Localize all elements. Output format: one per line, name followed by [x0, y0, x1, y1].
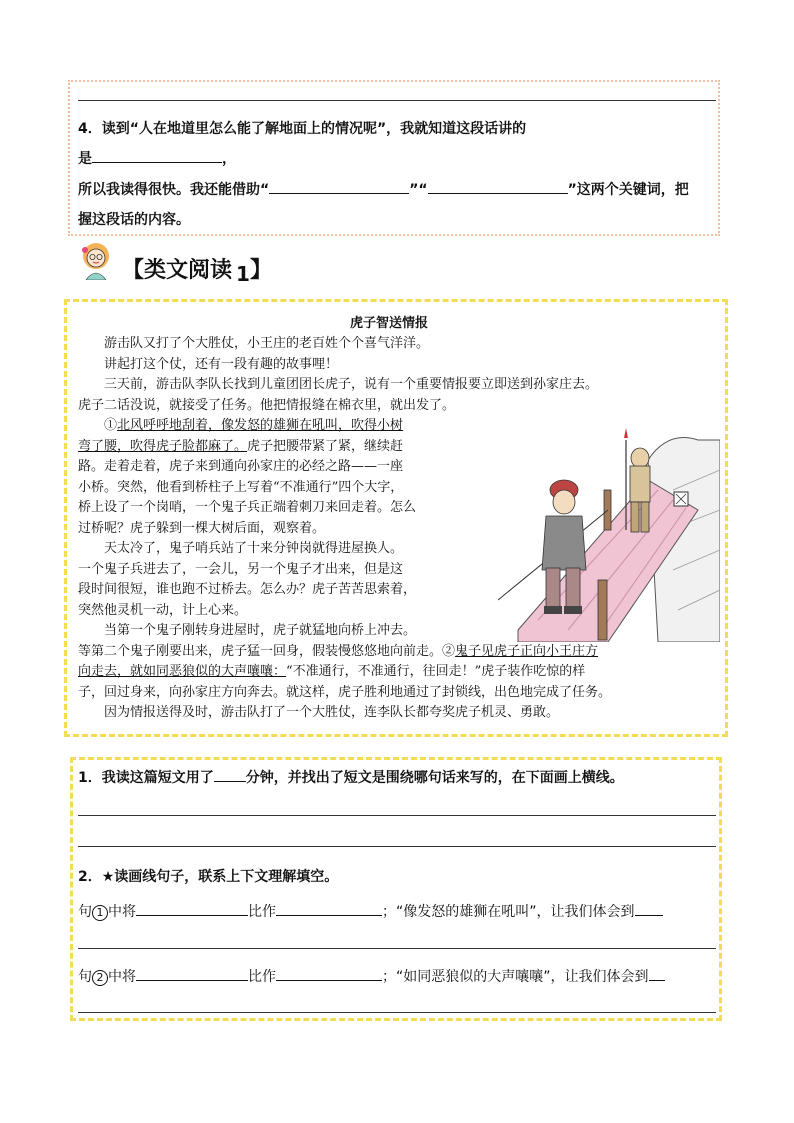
blank-field[interactable]: [428, 179, 568, 194]
q4-line3: 所以我读得很快。我还能借助“ ”“ ”这两个关键词，把: [78, 179, 689, 199]
minutes-blank[interactable]: [214, 767, 246, 782]
section-title: 【类文阅读 1】: [122, 258, 272, 286]
question-1: 1．我读这篇短文用了 分钟，并找出了短文是围绕哪句话来写的，在下面画上横线。: [78, 767, 624, 787]
q4-line1: 4．读到“人在地道里怎么能了解地面上的情况呢”，我就知道这段话讲的: [78, 121, 527, 137]
answer-line[interactable]: [78, 846, 716, 847]
bridge-illustration: [498, 420, 720, 642]
q4-line2: 是 ，: [78, 148, 236, 168]
story-text-end: 当第一个鬼子刚转身进屋时，虎子就猛地向桥上冲去。 等第二个鬼子刚要出来，虎子猛一回身，假装慢悠悠地向前走。②鬼子见虎子正向小王庄方 向走去，就如同恶狼似的大声嚷嚷：“不准通行，不准通行，往回走！”虎子装作吃惊的样 子，回过身来，向孙家庄方向奔去。就这样，虎子胜利地通过了封锁线，出色地完成了任务。 因为情报送得及时，游击队打了一个大胜仗，连李队长都夸奖虎子机灵、勇敢。: [78, 623, 612, 720]
blank-field[interactable]: [649, 966, 665, 981]
girl-avatar-icon: [76, 240, 116, 280]
blank-field[interactable]: [276, 966, 382, 981]
blank-field[interactable]: [269, 179, 409, 194]
blank-field[interactable]: [136, 901, 248, 916]
answer-line[interactable]: [78, 1012, 716, 1013]
sentence-1-fill: 句 1 中将 比作 ；“像发怒的雄狮在吼叫”，让我们体会到: [78, 901, 663, 921]
story-text: 游击队又打了个大胜仗，小王庄的老百姓个个喜气洋洋。 讲起打这个仗，还有一段有趣的故事哩！ 三天前，游击队李队长找到儿童团团长虎子，说有一个重要情报要立即送到孙家庄去。 虎子二话没说，就接受了任务。他把情报缝在棉衣里，就出发了。: [78, 336, 599, 413]
q4-line4: 握这段话的内容。: [78, 212, 190, 228]
blank-field[interactable]: [136, 966, 248, 981]
answer-line[interactable]: [78, 948, 716, 949]
sentence-2-fill: 句 2 中将 比作 ；“如同恶狼似的大声嚷嚷”，让我们体会到: [78, 966, 665, 986]
blank-field[interactable]: [92, 148, 222, 163]
story-text-wrapped: ①北风呼呼地刮着，像发怒的雄狮在吼叫，吹得小树 弯了腰，吹得虎子脸都麻了。虎子把腰带紧了紧，继续赶 路。走着走着，虎子来到通向孙家庄的必经之路——一座 小桥。突然，他看到桥柱子上写着“不准通行”四个大字， 桥上设了一个岗哨，一个鬼子兵正端着刺刀来回走着。怎么 过桥呢？虎子躲到一棵大树后面，观察着。 天太冷了，鬼子哨兵站了十来分钟岗就得进屋换人。 一个鬼子兵进去了，一会儿，另一个鬼子才出来，但是这 段时间很短，谁也跑不过桥去。怎么办？虎子苦苦思索着， 突然他灵机一动，计上心来。: [78, 418, 417, 618]
story-title: 虎子智送情报: [350, 316, 429, 331]
blank-field[interactable]: [276, 901, 382, 916]
blank-field[interactable]: [635, 901, 663, 916]
answer-line[interactable]: [78, 815, 716, 816]
answer-line: [78, 100, 716, 101]
question-2: 2．★读画线句子，联系上下文理解填空。: [78, 869, 339, 885]
